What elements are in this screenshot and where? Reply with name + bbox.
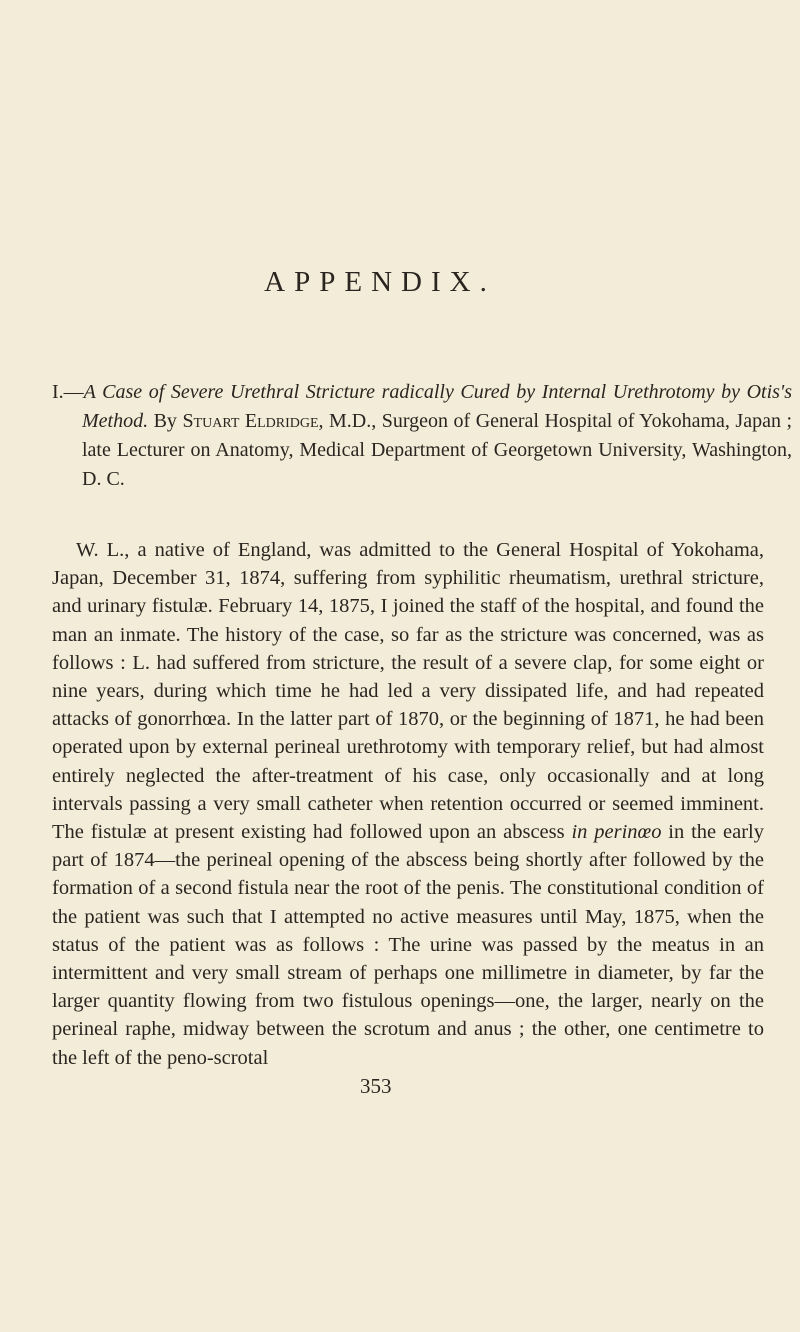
appendix-title: APPENDIX. — [264, 266, 496, 298]
page-number: 353 — [360, 1074, 392, 1098]
case-title: A Case of Severe Urethral Stricture radically Cured by Internal Urethrotomy by Otis's Method. — [82, 381, 792, 432]
author-name: Stuart Eldridge, M.D. — [182, 410, 372, 432]
body-paragraph — [52, 536, 764, 1072]
case-number: I.— — [52, 381, 84, 403]
byline-by: By — [148, 410, 183, 432]
body-text-part1: W. L., a native of England, was admitted to the General Hospital of Yokohama, Japan, December 31, 1874, suffering from syphilitic rheumatism, urethral stricture, and urinary fistulæ. February 14, 1875, I joined the staff of the hospital, and found the man an inmate. The history of the case, so far as the stricture was concerned, was as follows : L. had suffered from stricture, the result of a severe clap, for some eight or nine years, during which time he had led a very dissipated life, and had repeated attacks of gonorrhœa. In the latter part of 1870, or the beginning of 1871, he had been operated upon by external perineal urethrotomy with temporary relief, but had almost entirely neglected the after-treatment of his case, only occasionally and at long intervals passing a very small catheter when retention occurred or seemed imminent. The fistulæ at present existing had followed upon an abscess — [52, 539, 764, 844]
author-affiliation: , Surgeon of General Hospital of Yokohama, Japan ; late Lecturer on Anatomy, Medical Department of Georgetown University, Washington, D. C. — [82, 410, 792, 490]
case-heading — [52, 378, 792, 494]
body-text-part2: in the early part of 1874—the perineal opening of the abscess being shortly after followed by the formation of a second fistula near the root of the penis. The constitutional condition of the patient was such that I attempted no active measures until May, 1875, when the status of the patient was as follows : The urine was passed by the meatus in an intermittent and very small stream of perhaps one millimetre in diameter, by far the larger quantity flowing from two fistulous openings—one, the larger, nearly on the perineal raphe, midway between the scrotum and anus ; the other, one centimetre to the left of the peno-scrotal — [52, 821, 764, 1069]
body-italic-phrase: in perinœo — [571, 821, 662, 844]
